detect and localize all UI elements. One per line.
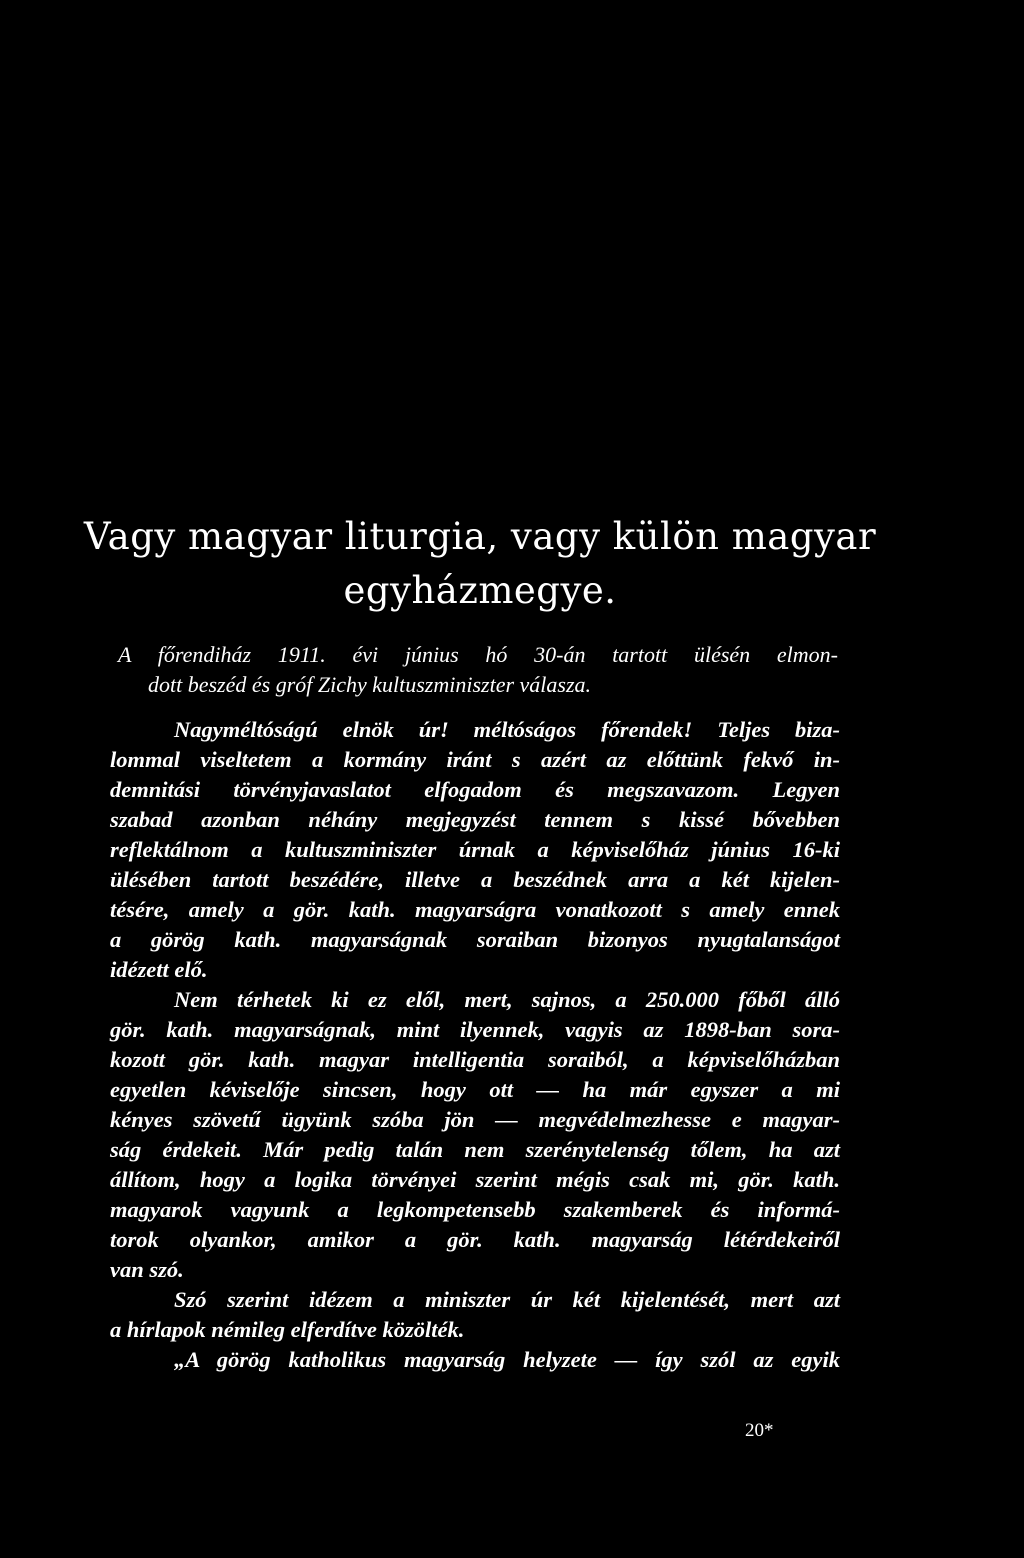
text-line: egyetlen kéviselője sincsen, hogy ott — ha már egyszer a mi [110, 1077, 840, 1102]
page-number: 20* [745, 1420, 774, 1441]
text-line: ülésében tartott beszédére, illetve a beszédnek arra a két kijelen- [110, 867, 840, 892]
text-line: Nem térhetek ki ez elől, mert, sajnos, a 250.000 főből álló [174, 987, 840, 1012]
text-line: „A görög katholikus magyarság helyzete — így szól az egyik [174, 1347, 840, 1372]
title-line-2: egyházmegye. [343, 569, 617, 612]
text-line: kényes szövetű ügyünk szóba jön — megvédelmezhesse e magyar- [110, 1107, 840, 1132]
title-line-1: Vagy magyar liturgia, vagy külön magyar [83, 515, 877, 558]
subtitle-line-2: dott beszéd és gróf Zichy kultuszminiszter válasza. [148, 672, 592, 697]
subtitle-line-1: A főrendiház 1911. évi június hó 30-án tartott ülésén elmon- [118, 642, 838, 667]
text-line: szabad azonban néhány megjegyzést tennem s kissé bővebben [110, 807, 840, 832]
text-line: idézett elő. [110, 957, 208, 982]
text-line: állítom, hogy a logika törvényei szerint mégis csak mi, gör. kath. [110, 1167, 840, 1192]
text-line: demnitási törvényjavaslatot elfogadom és megszavazom. Legyen [110, 777, 840, 802]
text-line: tésére, amely a gör. kath. magyarságra vonatkozott s amely ennek [110, 897, 840, 922]
text-line: ság érdekeit. Már pedig talán nem szerénytelenség tőlem, ha azt [110, 1137, 840, 1162]
text-line: a hírlapok némileg elferdítve közölték. [110, 1317, 465, 1342]
text-line: Nagyméltóságú elnök úr! méltóságos főrendek! Teljes biza- [174, 717, 840, 742]
subtitle [118, 640, 838, 700]
text-line: torok olyankor, amikor a gör. kath. magyarság létérdekeiről [110, 1227, 840, 1252]
text-line: magyarok vagyunk a legkompetensebb szakemberek és informá- [110, 1197, 840, 1222]
text-line: reflektálnom a kultuszminiszter úrnak a képviselőház június 16-ki [110, 837, 840, 862]
page-title [60, 510, 900, 618]
text-line: gör. kath. magyarságnak, mint ilyennek, vagyis az 1898-ban sora- [110, 1017, 840, 1042]
text-line: van szó. [110, 1257, 184, 1282]
text-line: a görög kath. magyarságnak soraiban bizonyos nyugtalanságot [110, 927, 840, 952]
body-text [110, 715, 840, 1375]
text-line: Szó szerint idézem a miniszter úr két kijelentését, mert azt [174, 1287, 840, 1312]
text-line: kozott gör. kath. magyar intelligentia soraiból, a képviselőházban [110, 1047, 840, 1072]
text-line: lommal viseltetem a kormány iránt s azért az előttünk fekvő in- [110, 747, 840, 772]
